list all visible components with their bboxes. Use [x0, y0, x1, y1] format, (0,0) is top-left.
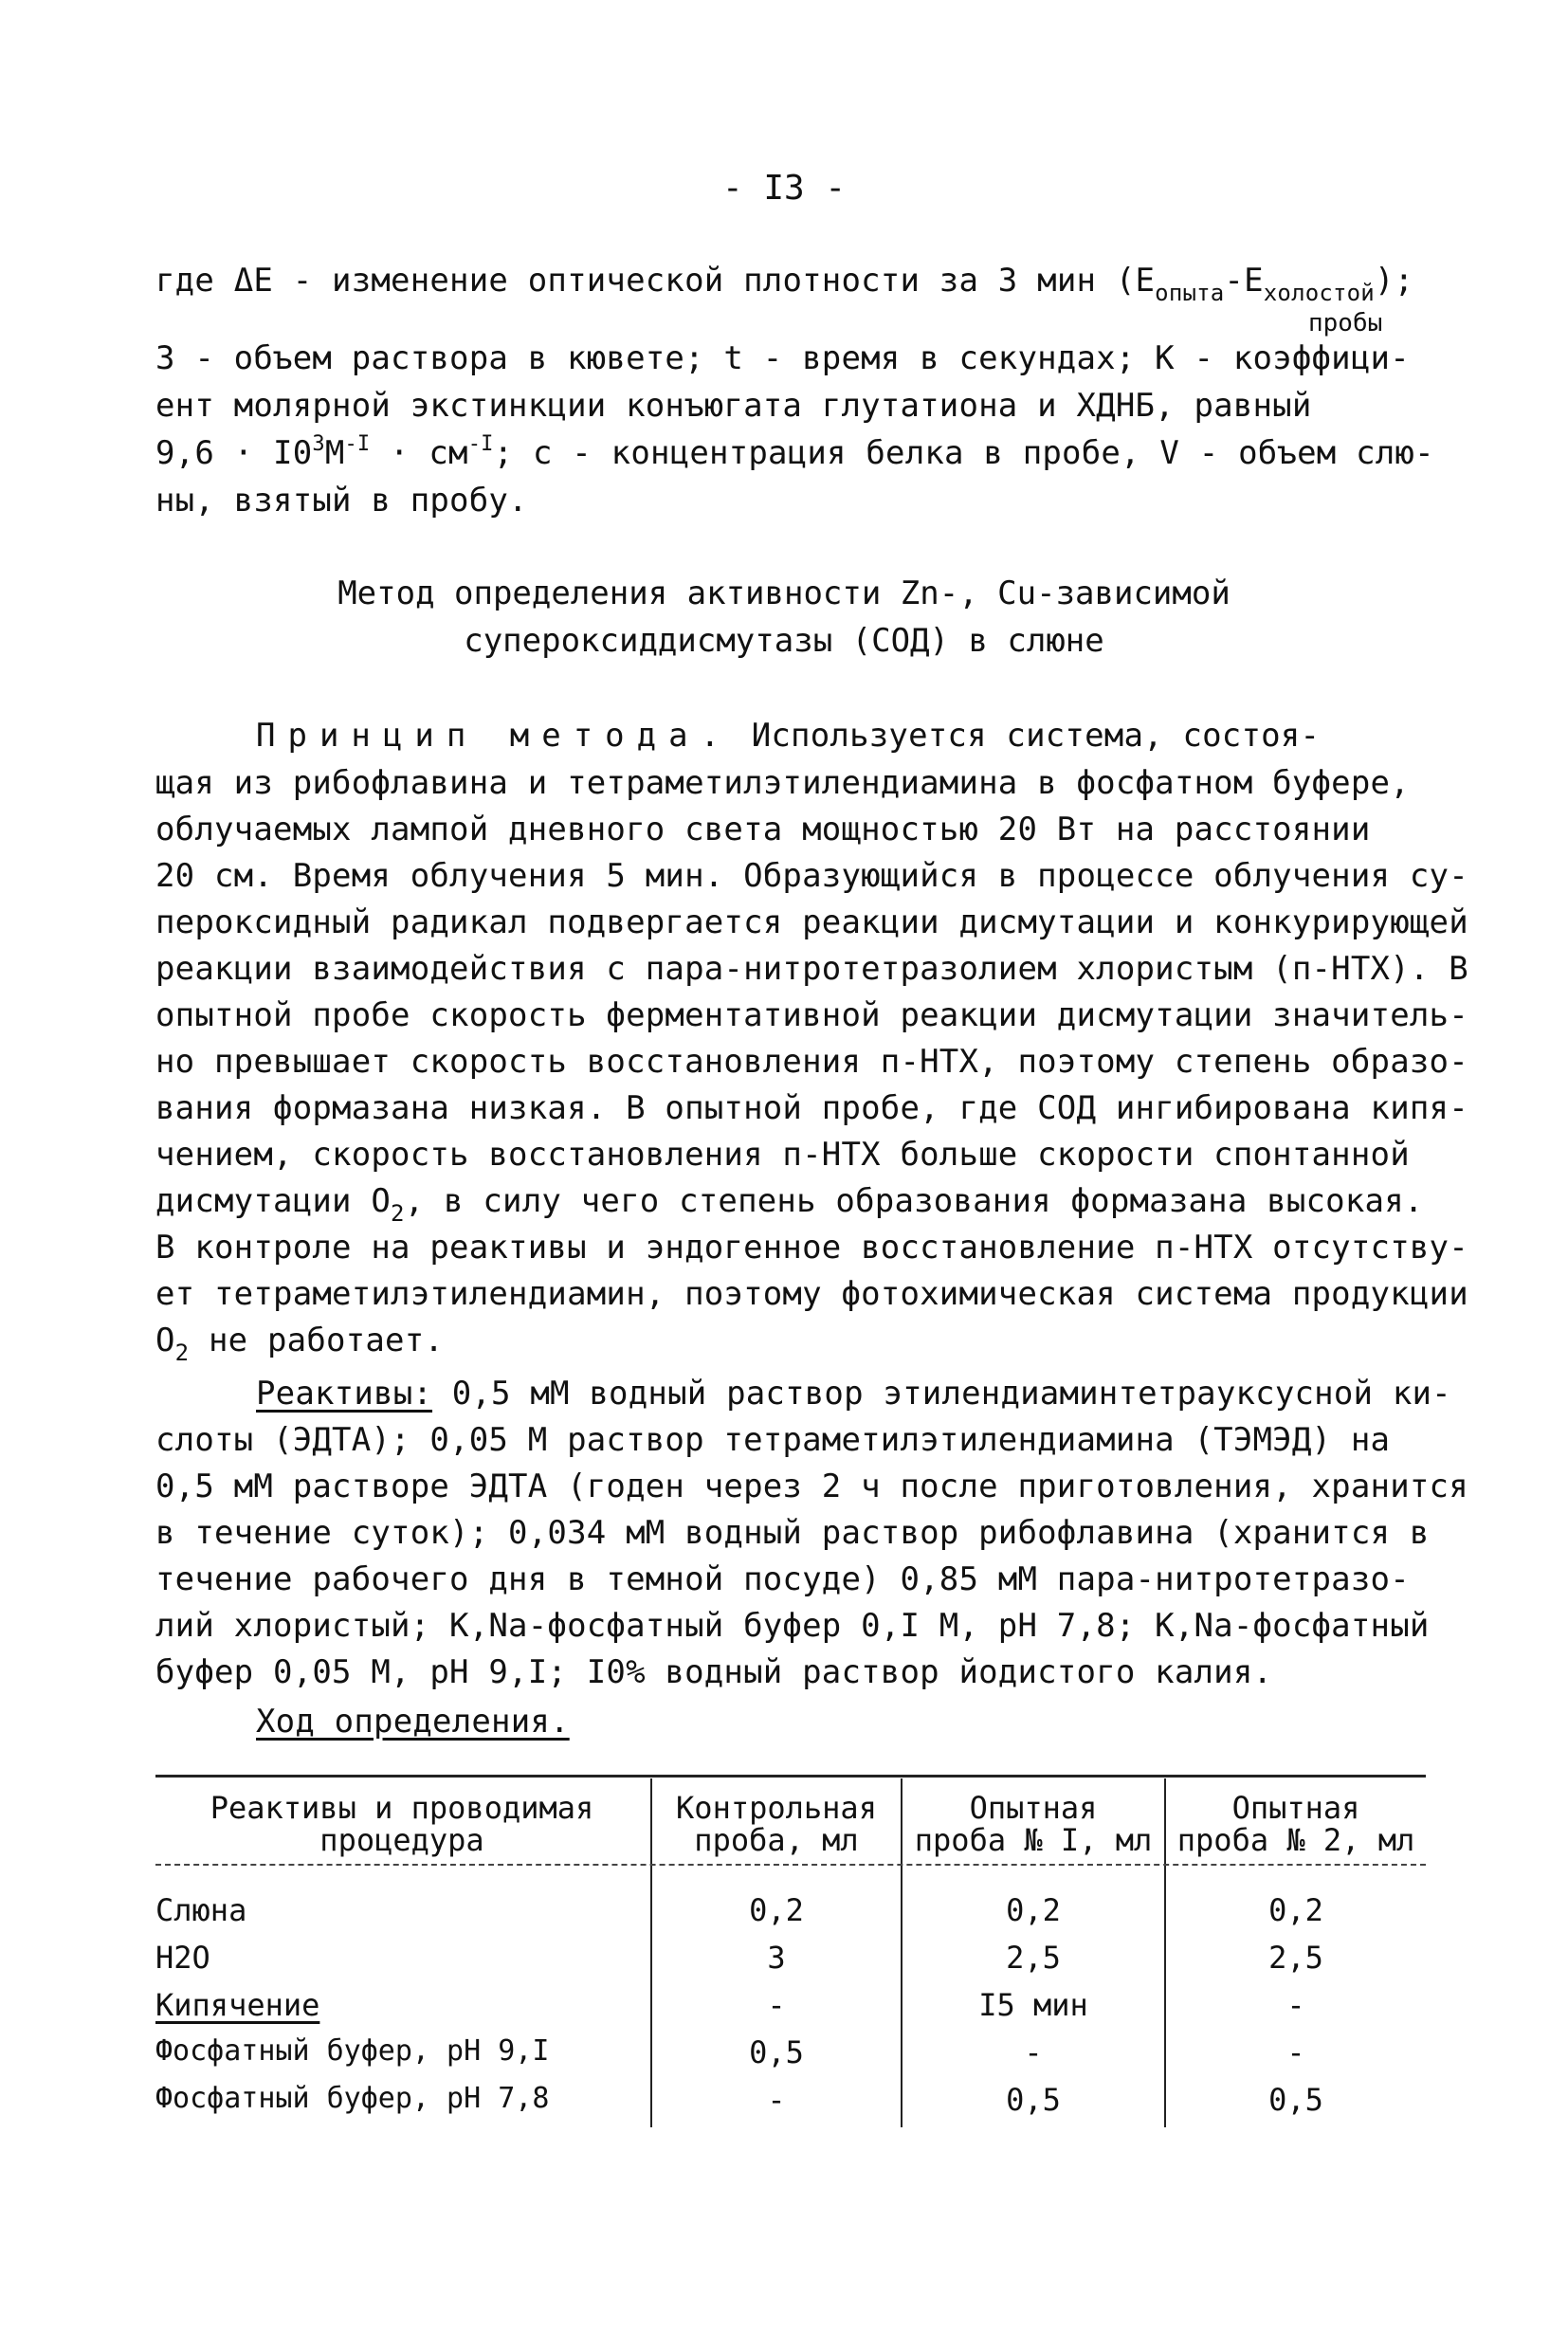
principle-text: O: [155, 1322, 175, 1359]
superscript: -I: [344, 432, 371, 456]
principle-label: Принцип метода.: [256, 717, 733, 755]
subscript-experiment: опыта: [1155, 280, 1225, 306]
formula-text: );: [1374, 262, 1414, 300]
principle-text: дисмутации O: [155, 1182, 392, 1220]
header-sample1-line-2: проба № I, мл: [914, 1822, 1153, 1858]
formula-text: -E: [1224, 262, 1264, 300]
reagents-line-1: [256, 1375, 1451, 1413]
row-buffer91-sample2: -: [1286, 2034, 1305, 2070]
header-control-line-2: проба, мл: [694, 1822, 859, 1858]
formula-text: где: [155, 262, 234, 300]
reagents-line-6: лий хлористый; К,Na-фосфатный буфер 0,I М, pH 7,8; К,Na-фосфатный: [155, 1607, 1430, 1645]
reagents-line-5: течение рабочего дня в темной посуде) 0,85 мМ пара-нитротетразо-: [155, 1560, 1410, 1598]
principle-text: не работает.: [189, 1322, 445, 1359]
subscript-blank: холостой: [1263, 280, 1375, 306]
principle-line-8: но превышает скорость восстановления п-НТХ, поэтому степень образо-: [155, 1043, 1468, 1081]
principle-line-12: В контроле на реактивы и эндогенное восстановление п-НТХ отсутству-: [155, 1229, 1468, 1267]
row-buffer91-sample1: -: [1024, 2034, 1043, 2070]
row-saliva-name: Слюна: [155, 1892, 247, 1928]
row-buffer78-sample1: 0,5: [1006, 2082, 1061, 2118]
principle-line-1: [256, 717, 1320, 755]
header-sample1-line-1: Опытная: [969, 1790, 1098, 1826]
reagents-line-3: 0,5 мМ растворе ЭДТА (годен через 2 ч после приготовления, хранится: [155, 1468, 1468, 1505]
row-saliva-sample1: 0,2: [1006, 1892, 1061, 1928]
principle-line-10: чением, скорость восстановления п-НТХ больше скорости спонтанной: [155, 1136, 1410, 1174]
principle-text: Используется система, состоя-: [751, 717, 1321, 755]
principle-line-4: 20 см. Время облучения 5 мин. Образующийся в процессе облучения су-: [155, 857, 1468, 895]
reagents-text: 0,5 мМ водный раствор этилендиаминтетрауксусной ки-: [432, 1375, 1451, 1413]
row-saliva-sample2: 0,2: [1268, 1892, 1323, 1928]
principle-text: , в силу чего степень образования формазана высокая.: [404, 1182, 1424, 1220]
row-buffer91-name: Фосфатный буфер, pH 9,I: [155, 2034, 550, 2068]
procedure-label: Ход определения.: [256, 1703, 570, 1741]
row-water-name: H2O: [155, 1940, 210, 1976]
header-sample2-line-2: проба № 2, мл: [1176, 1822, 1415, 1858]
table-header-rule: [155, 1864, 1426, 1866]
formula-line-5: ны, взятый в пробу.: [155, 482, 528, 520]
subscript: 2: [174, 1340, 190, 1366]
header-control-line-1: Контрольная: [676, 1790, 877, 1826]
row-boiling-sample2: -: [1286, 1987, 1305, 2023]
reagents-line-2: слоты (ЭДТА); 0,05 М раствор тетраметилэтилендиамина (ТЭМЭД) на: [155, 1421, 1391, 1459]
superscript: 3: [312, 432, 325, 456]
principle-line-13: ет тетраметилэтилендиамин, поэтому фотохимическая система продукции: [155, 1275, 1468, 1313]
formula-line-2: 3 - объем раствора в кювете; t - время в секундах; К - коэффици-: [155, 339, 1410, 377]
row-water-sample1: 2,5: [1006, 1940, 1061, 1976]
subscript: 2: [391, 1200, 405, 1227]
formula-text: 9,6 · I0: [155, 434, 313, 472]
principle-line-11: [155, 1182, 1424, 1227]
row-buffer78-control: -: [767, 2082, 786, 2118]
row-buffer78-name: Фосфатный буфер, pH 7,8: [155, 2082, 550, 2115]
principle-line-7: опытной пробе скорость ферментативной реакции дисмутации значитель-: [155, 996, 1468, 1034]
principle-line-3: облучаемых лампой дневного света мощностью 20 Вт на расстоянии: [155, 811, 1371, 848]
principle-line-6: реакции взаимодействия с пара-нитротетразолием хлористым (п-НТХ). В: [155, 950, 1468, 988]
formula-text: · см: [370, 434, 468, 472]
page-number: - I3 -: [721, 169, 847, 208]
superscript: -I: [467, 432, 494, 456]
row-water-control: 3: [767, 1940, 786, 1976]
formula-line-4: [155, 434, 1434, 472]
reagents-label: Реактивы:: [256, 1375, 433, 1413]
principle-line-9: вания формазана низкая. В опытной пробе, где СОД ингибирована кипя-: [155, 1089, 1468, 1127]
table-top-rule: [155, 1775, 1426, 1778]
header-reagents-line-1: Реактивы и проводимая: [210, 1790, 594, 1826]
formula-text: ; с - концентрация белка в пробе, V - объем слю-: [493, 434, 1434, 472]
section-title-line-2: супероксиддисмутазы (СОД) в слюне: [464, 622, 1104, 660]
principle-line-2: щая из рибофлавина и тетраметилэтилендиамина в фосфатном буфере,: [155, 764, 1410, 802]
formula-text: - изменение оптической плотности за 3 мин (E: [273, 262, 1156, 300]
row-boiling-name: Кипячение: [155, 1987, 320, 2023]
formula-text: M: [324, 434, 345, 472]
section-title-line-1: Метод определения активности Zn-, Cu-зависимой: [337, 574, 1231, 612]
formula-line-3: ент молярной экстинкции конъюгата глутатиона и ХДНБ, равный: [155, 387, 1312, 425]
delta-e-symbol: ΔE: [233, 262, 274, 300]
formula-line-1: [155, 262, 1414, 306]
header-reagents-line-2: процедура: [319, 1822, 484, 1858]
row-water-sample2: 2,5: [1268, 1940, 1323, 1976]
principle-line-5: пероксидный радикал подвергается реакции дисмутации и конкурирующей: [155, 903, 1468, 941]
header-sample2-line-1: Опытная: [1231, 1790, 1360, 1826]
principle-line-14: [155, 1322, 445, 1366]
row-buffer78-sample2: 0,5: [1268, 2082, 1323, 2118]
reagents-line-4: в течение суток); 0,034 мМ водный раствор рибофлавина (хранится в: [155, 1514, 1430, 1552]
row-boiling-control: -: [767, 1987, 786, 2023]
reagents-line-7: буфер 0,05 М, pH 9,I; I0% водный раствор йодистого калия.: [155, 1653, 1273, 1691]
subscript-sample: пробы: [1308, 309, 1383, 337]
row-buffer91-control: 0,5: [749, 2034, 804, 2070]
row-saliva-control: 0,2: [749, 1892, 804, 1928]
row-boiling-sample1: I5 мин: [978, 1987, 1088, 2023]
